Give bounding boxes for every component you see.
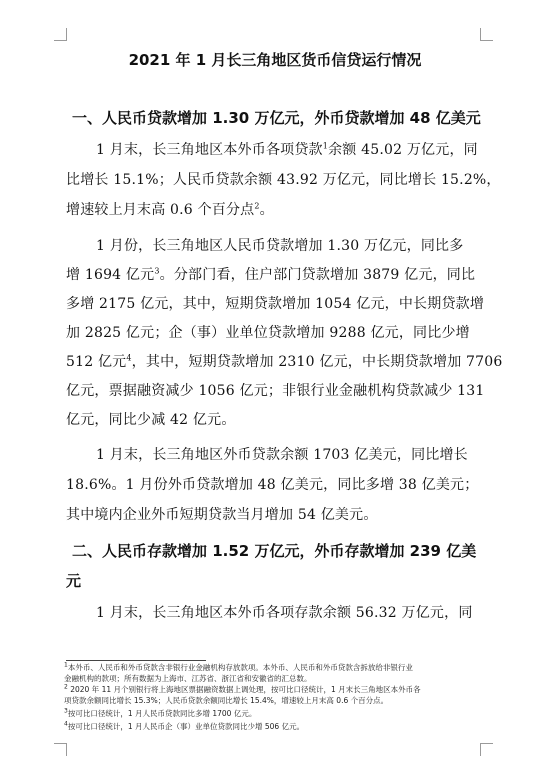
paragraph-line: 1 月末，长三角地区本外币各项存款余额 56.32 万亿元，同 (96, 605, 473, 621)
section-1-heading: 一、人民币贷款增加 1.30 万亿元，外币贷款增加 48 亿美元 (72, 109, 481, 127)
footnote-ref: 3 (154, 266, 160, 276)
footnote: $^4$按可比口径统计，1 月人民币企（事）业单位贷款同比少增 506 亿元。 (64, 720, 305, 731)
paragraph-line: 多增 2175 亿元，其中，短期贷款增加 1054 亿元，中长期贷款增 (66, 296, 485, 312)
paragraph-line: 1 月份，长三角地区人民币贷款增加 1.30 万亿元，同比多 (96, 238, 464, 254)
footnote-ref: 2 (254, 201, 260, 211)
crop-mark-top-right (480, 28, 493, 41)
paragraph-line: 1 月末，长三角地区外币贷款余额 1703 亿美元，同比增长 (96, 447, 468, 463)
footnote: $^2$ 2020 年 11 月个别银行将上海地区票据融资数据上调处理，按可比口径统计，1 月末长三角地区本外币各 (64, 683, 421, 694)
paragraph-line: 比增长 15.1%；人民币贷款余额 43.92 万亿元，同比增长 15.2%， (66, 172, 501, 188)
crop-mark-bottom-right (480, 743, 493, 756)
footnote: $^3$按可比口径统计，1 月人民币贷款同比多增 1700 亿元。 (64, 707, 257, 718)
paragraph-line: 亿元，票据融资减少 1056 亿元；非银行业金融机构贷款减少 131 (66, 383, 485, 399)
crop-mark-bottom-left (54, 743, 67, 756)
paragraph-line: 亿元，同比少减 42 亿元。 (66, 412, 236, 428)
paragraph-line: 512 亿元$^4$，其中，短期贷款增加 2310 亿元，中长期贷款增加 7706 (66, 353, 503, 370)
document-title: 2021 年 1 月长三角地区货币信贷运行情况 (128, 51, 422, 69)
footnote: 金融机构的款项；所有数据为上海市、江苏省、浙江省和安徽省的汇总数。 (64, 674, 312, 683)
paragraph-line: 增速较上月末高 0.6 个百分点$^2$。 (66, 201, 274, 218)
footnote: $^1$本外币、人民币和外币贷款含非银行业金融机构存放款项。本外币、人民币和外币贷款含拆放给非银行业 (64, 661, 413, 672)
footnote-ref: 1 (322, 141, 329, 151)
paragraph-line: 增 1694 亿元$^3$。分部门看，住户部门贷款增加 3879 亿元，同比 (66, 266, 476, 283)
paragraph-line: 加 2825 亿元；企（事）业单位贷款增加 9288 亿元，同比少增 (66, 325, 470, 341)
section-2-heading-line: 元 (66, 572, 82, 590)
footnote-ref: 4 (126, 353, 132, 363)
footnote: 项贷款余额同比增长 15.3%；人民币贷款余额同比增长 15.4%，增速较上月末高 0.6 个百分点。 (64, 696, 389, 705)
section-2-heading-line: 二、人民币存款增加 1.52 万亿元，外币存款增加 239 亿美 (72, 542, 477, 560)
paragraph-line: 其中境内企业外币短期贷款当月增加 54 亿美元。 (66, 507, 378, 523)
paragraph-line: 18.6%。1 月份外币贷款增加 48 亿美元，同比多增 38 亿美元； (66, 477, 479, 493)
footnote-separator (66, 660, 206, 661)
section-2-heading (66, 536, 492, 596)
crop-mark-top-left (54, 28, 67, 41)
paragraph-line: 1 月末，长三角地区本外币各项贷款$^1$余额 45.02 万亿元，同 (96, 141, 478, 158)
